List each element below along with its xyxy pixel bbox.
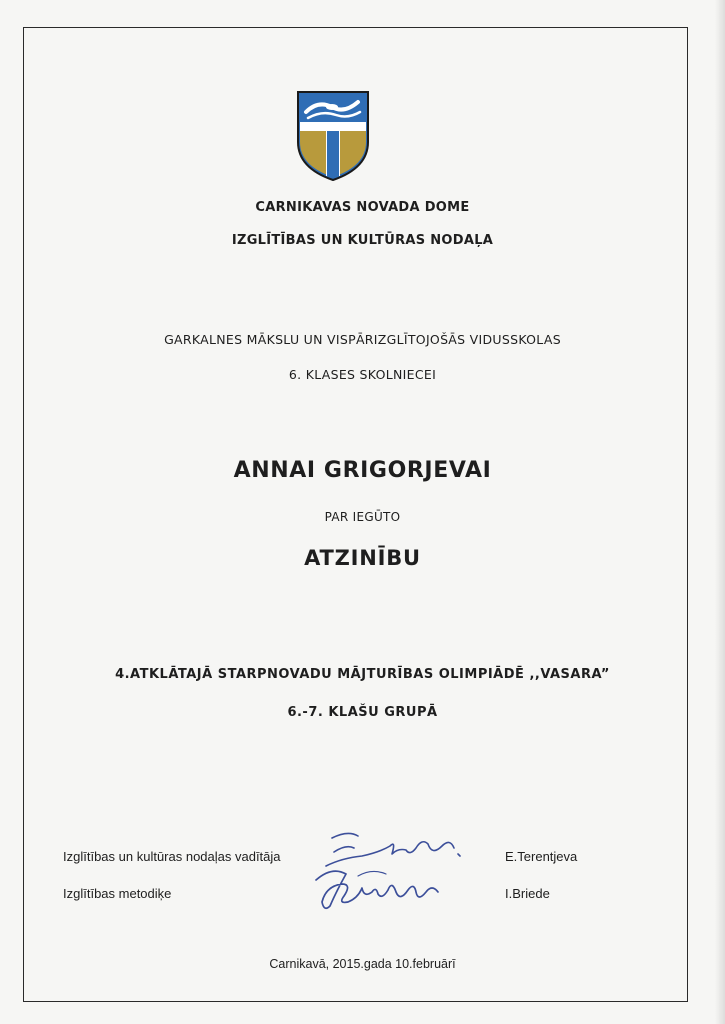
class-line: 6. KLASES SKOLNIECEI	[288, 367, 437, 382]
signatory-role-methodist: Izglītības metodiķe	[63, 886, 172, 901]
department-name: IZGLĪTĪBAS UN KULTŪRAS NODAĻA	[231, 233, 494, 248]
coat-of-arms-icon	[296, 90, 370, 182]
signatory-role-head: Izglītības un kultūras nodaļas vadītāja	[63, 849, 281, 864]
signature-briede	[312, 862, 452, 914]
age-group: 6.-7. KLAŠU GRUPĀ	[287, 705, 438, 720]
issue-date: Carnikavā, 2015.gada 10.februārī	[269, 957, 456, 971]
for-label: PAR IEGŪTO	[324, 510, 401, 524]
recipient-name: ANNAI GRIGORJEVAI	[233, 458, 492, 483]
event-title: 4.ATKLĀTAJĀ STARPNOVADU MĀJTURĪBAS OLIMPIĀDĒ ,,VASARA”	[115, 667, 610, 682]
signatory-name-methodist: I.Briede	[505, 886, 550, 901]
award-title: ATZINĪBU	[304, 546, 421, 570]
school-name: GARKALNES MĀKSLU UN VISPĀRIZGLĪTOJOŠĀS VIDUSSKOLAS	[164, 332, 561, 347]
signatory-name-head: E.Terentjeva	[505, 849, 578, 864]
organization-name: CARNIKAVAS NOVADA DOME	[255, 200, 470, 215]
